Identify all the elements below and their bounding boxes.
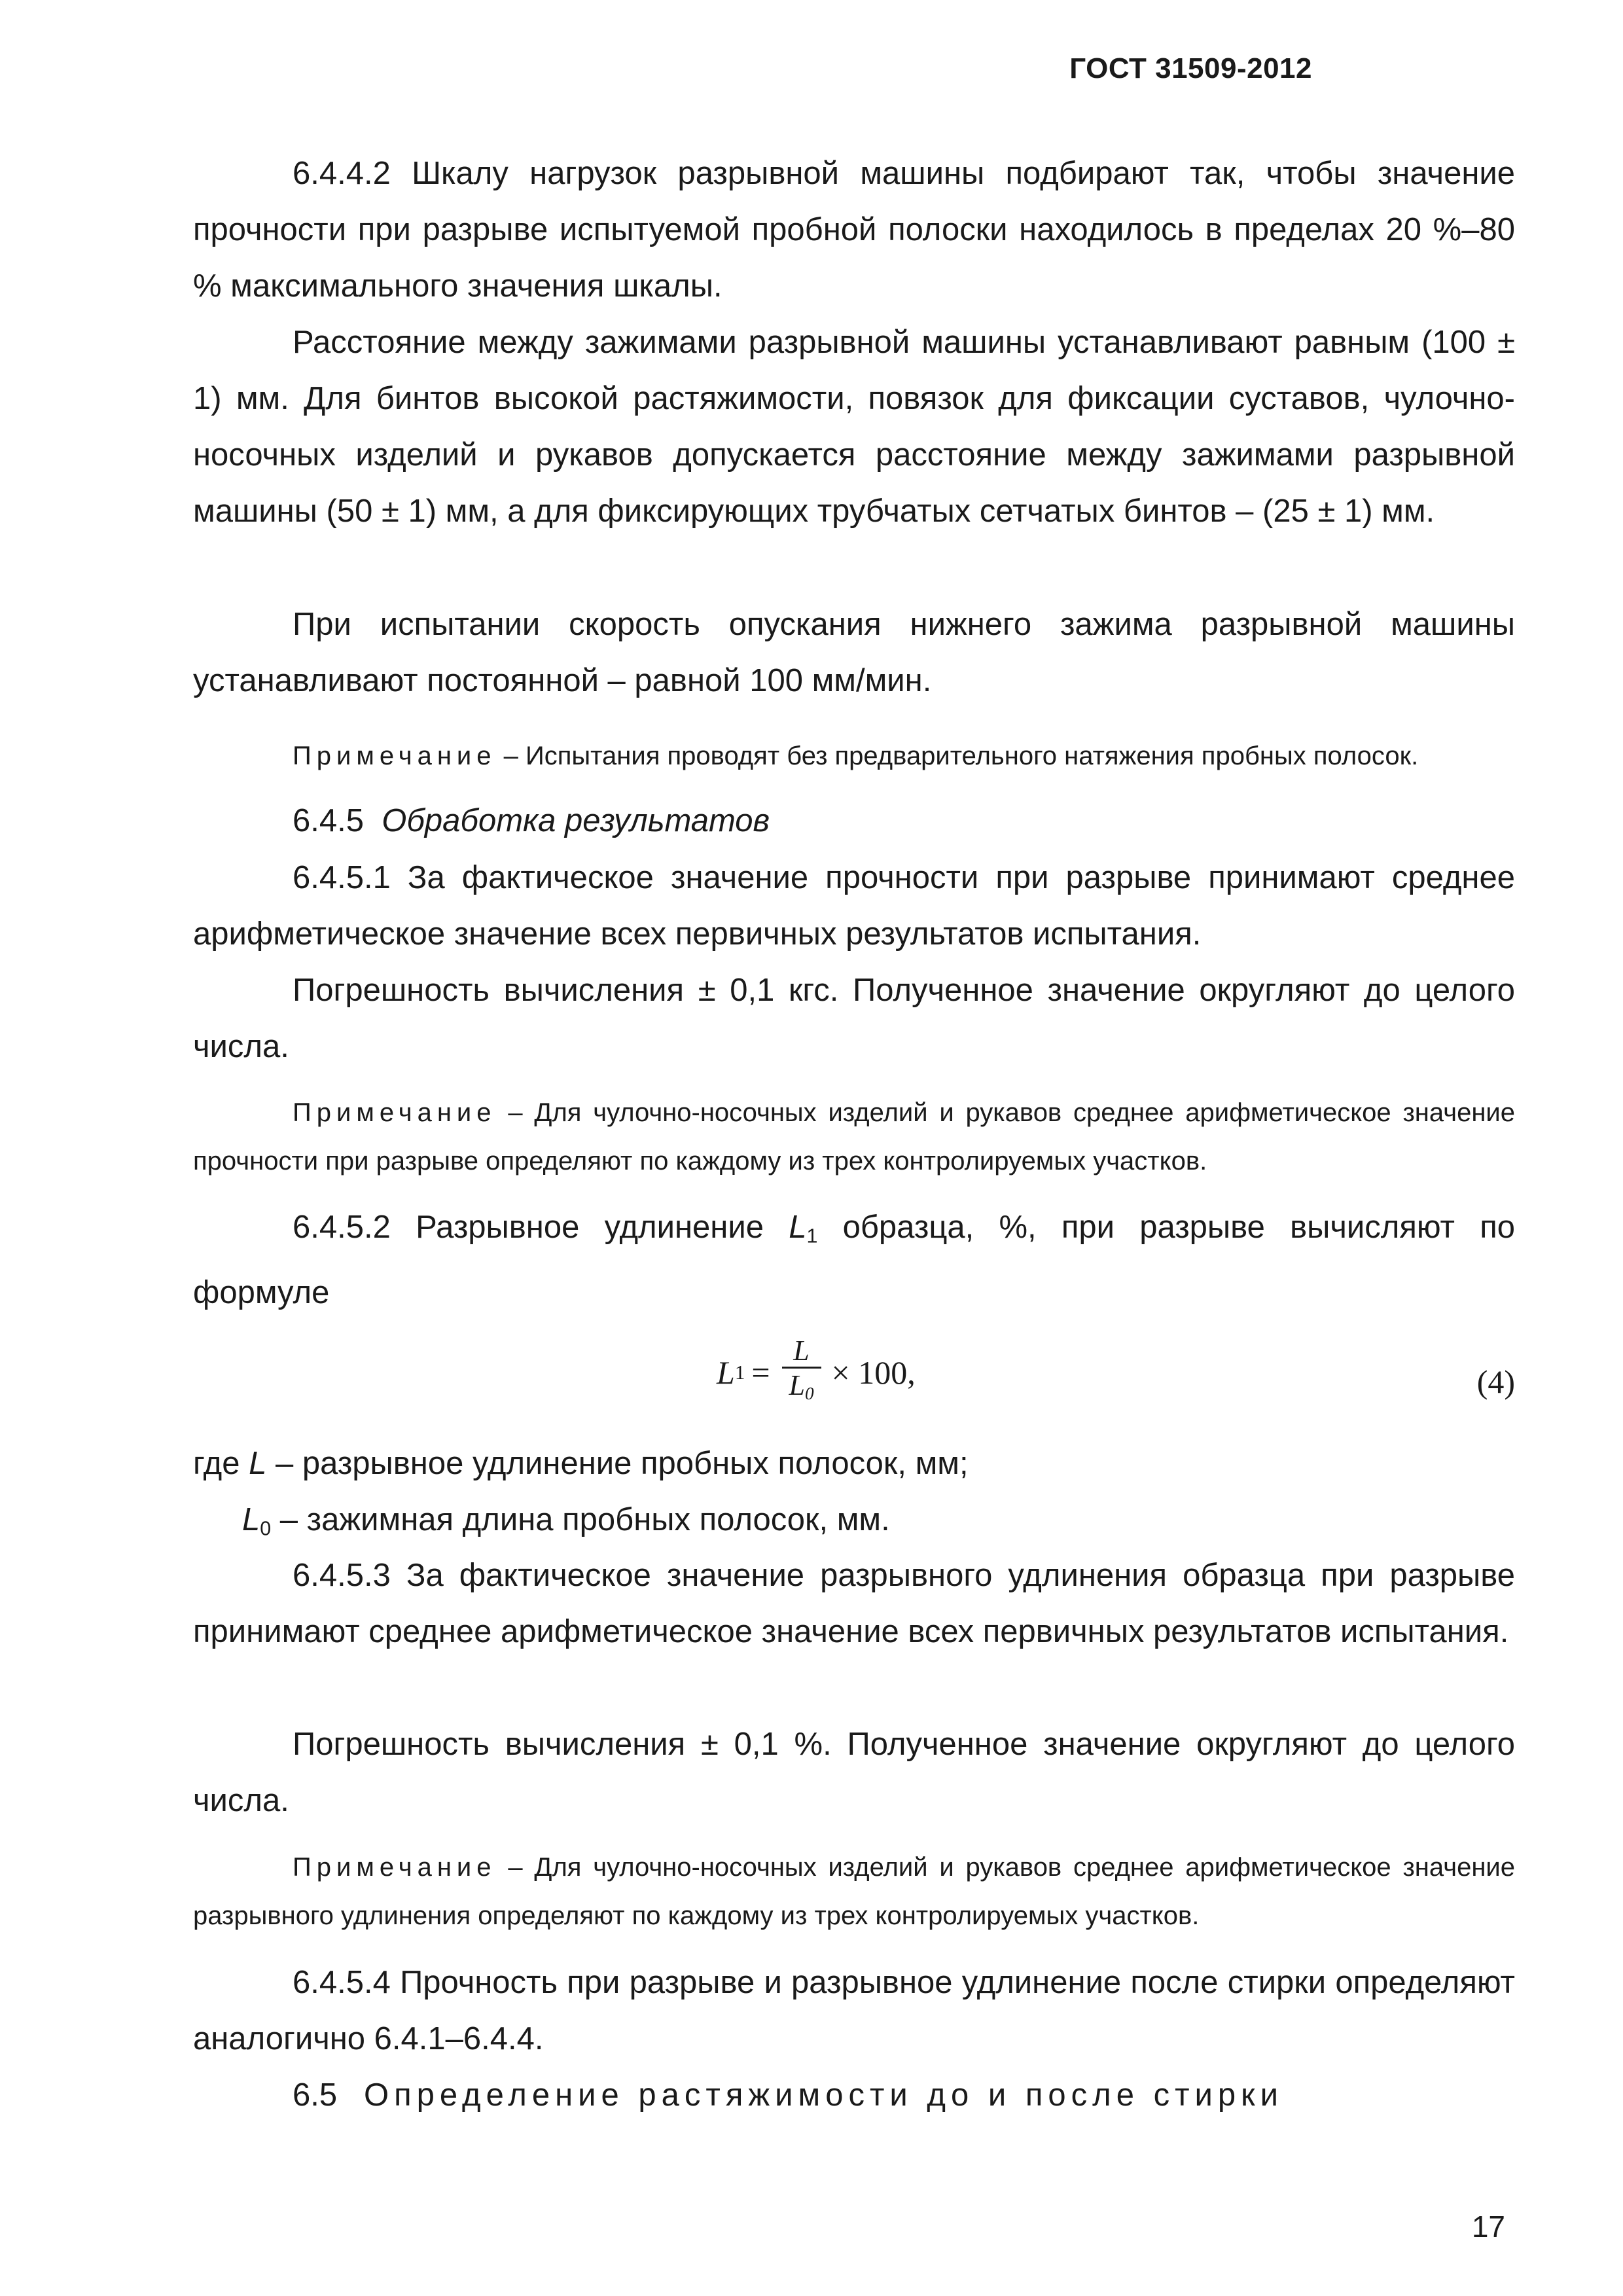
note-text: – Испытания проводят без предварительного натяжения пробных полосок. [496, 742, 1419, 770]
paragraph-6-4-4-2: 6.4.4.2 Шкалу нагрузок разрывной машины подбирают так, чтобы значение прочности при разрыве испытуемой пробной полоски находилось в пределах 20 %–80 % максимального значения шкалы. [193, 156, 1515, 304]
paragraph-6-4-5-2 [193, 1199, 1515, 1321]
variable-L: L [249, 1446, 267, 1481]
variable-L: L [789, 1210, 807, 1245]
formula-expression [717, 1335, 916, 1410]
where-L [193, 1435, 1515, 1492]
document-code: ГОСТ 31509-2012 [1069, 52, 1312, 84]
text-part: – разрывное удлинение пробных полосок, мм; [266, 1446, 969, 1481]
formula-4 [193, 1329, 1515, 1420]
text-part: 6.4.5.2 Разрывное удлинение [293, 1210, 789, 1245]
section-title: Определение растяжимости до и после стирки [363, 2077, 1283, 2113]
note-label: Примечание [293, 1098, 497, 1127]
text-part: – зажимная длина пробных полосок, мм. [271, 1502, 890, 1537]
variable-L0: L [242, 1502, 260, 1537]
text-part: где [193, 1446, 249, 1481]
subsection-number: 6.4.5 [293, 803, 364, 838]
note-2 [193, 1088, 1515, 1185]
paragraph-6-4-5-3: 6.4.5.3 За фактическое значение разрывного удлинения образца при разрыве принимают среднее арифметическое значение всех первичных результатов испытания. [193, 1558, 1515, 1649]
formula-numerator: L [793, 1335, 810, 1367]
den-var: L [789, 1369, 805, 1401]
note-1 [193, 732, 1515, 780]
paragraph-clamp-distance: Расстояние между зажимами разрывной машины устанавливают равным (100 ± 1) мм. Для бинтов высокой растяжимости, повязок для фиксации суставов, чулочно-носочных изделий и рукавов допускается расстояние между зажимами разрывной машины (50 ± 1) мм, а для фиксирующих трубчатых сетчатых бинтов – (25 ± 1) мм. [193, 325, 1515, 529]
note-label: Примечание [293, 1853, 497, 1882]
paragraph-error-kgs: Погрешность вычисления ± 0,1 кгс. Полученное значение округляют до целого числа. [193, 973, 1515, 1064]
section-number: 6.5 [293, 2077, 338, 2113]
note-text: – Для чулочно-носочных изделий и рукавов среднее арифметическое значение разрывного удлинения определяют по каждому из трех контролируемых участков. [193, 1853, 1515, 1930]
subscript: 0 [260, 1517, 272, 1540]
formula-equals: = [751, 1354, 770, 1391]
paragraph-lowering-speed: При испытании скорость опускания нижнего зажима разрывной машины устанавливают постоянной – равной 100 мм/мин. [193, 607, 1515, 698]
paragraph-6-4-5-1: 6.4.5.1 За фактическое значение прочности при разрыве принимают среднее арифметическое значение всех первичных результатов испытания. [193, 860, 1515, 952]
section-6-5-heading [193, 2067, 1515, 2123]
formula-fraction [782, 1335, 821, 1410]
formula-number: (4) [1476, 1363, 1515, 1400]
page-number: 17 [1471, 2210, 1505, 2244]
note-3 [193, 1843, 1515, 1940]
den-sub: 0 [804, 1383, 814, 1403]
paragraph-6-4-5-4: 6.4.5.4 Прочность при разрыве и разрывное удлинение после стирки определяют аналогично 6.4.1–6.4.4. [193, 1965, 1515, 2056]
formula-denominator [789, 1369, 813, 1410]
subsection-title: Обработка результатов [382, 803, 770, 838]
subscript: 1 [806, 1225, 818, 1247]
subsection-6-4-5-heading [193, 793, 1515, 849]
note-text: – Для чулочно-носочных изделий и рукавов среднее арифметическое значение прочности при разрыве определяют по каждому из трех контролируемых участков. [193, 1098, 1515, 1175]
formula-rest: × 100, [831, 1354, 916, 1391]
text-part: образца, %, при разрыве вычисляют по формуле [193, 1210, 1515, 1310]
note-label: Примечание [293, 742, 497, 770]
formula-lhs: L [717, 1354, 735, 1391]
formula-lhs-sub: 1 [734, 1361, 745, 1384]
paragraph-error-percent: Погрешность вычисления ± 0,1 %. Полученное значение округляют до целого числа. [193, 1727, 1515, 1818]
